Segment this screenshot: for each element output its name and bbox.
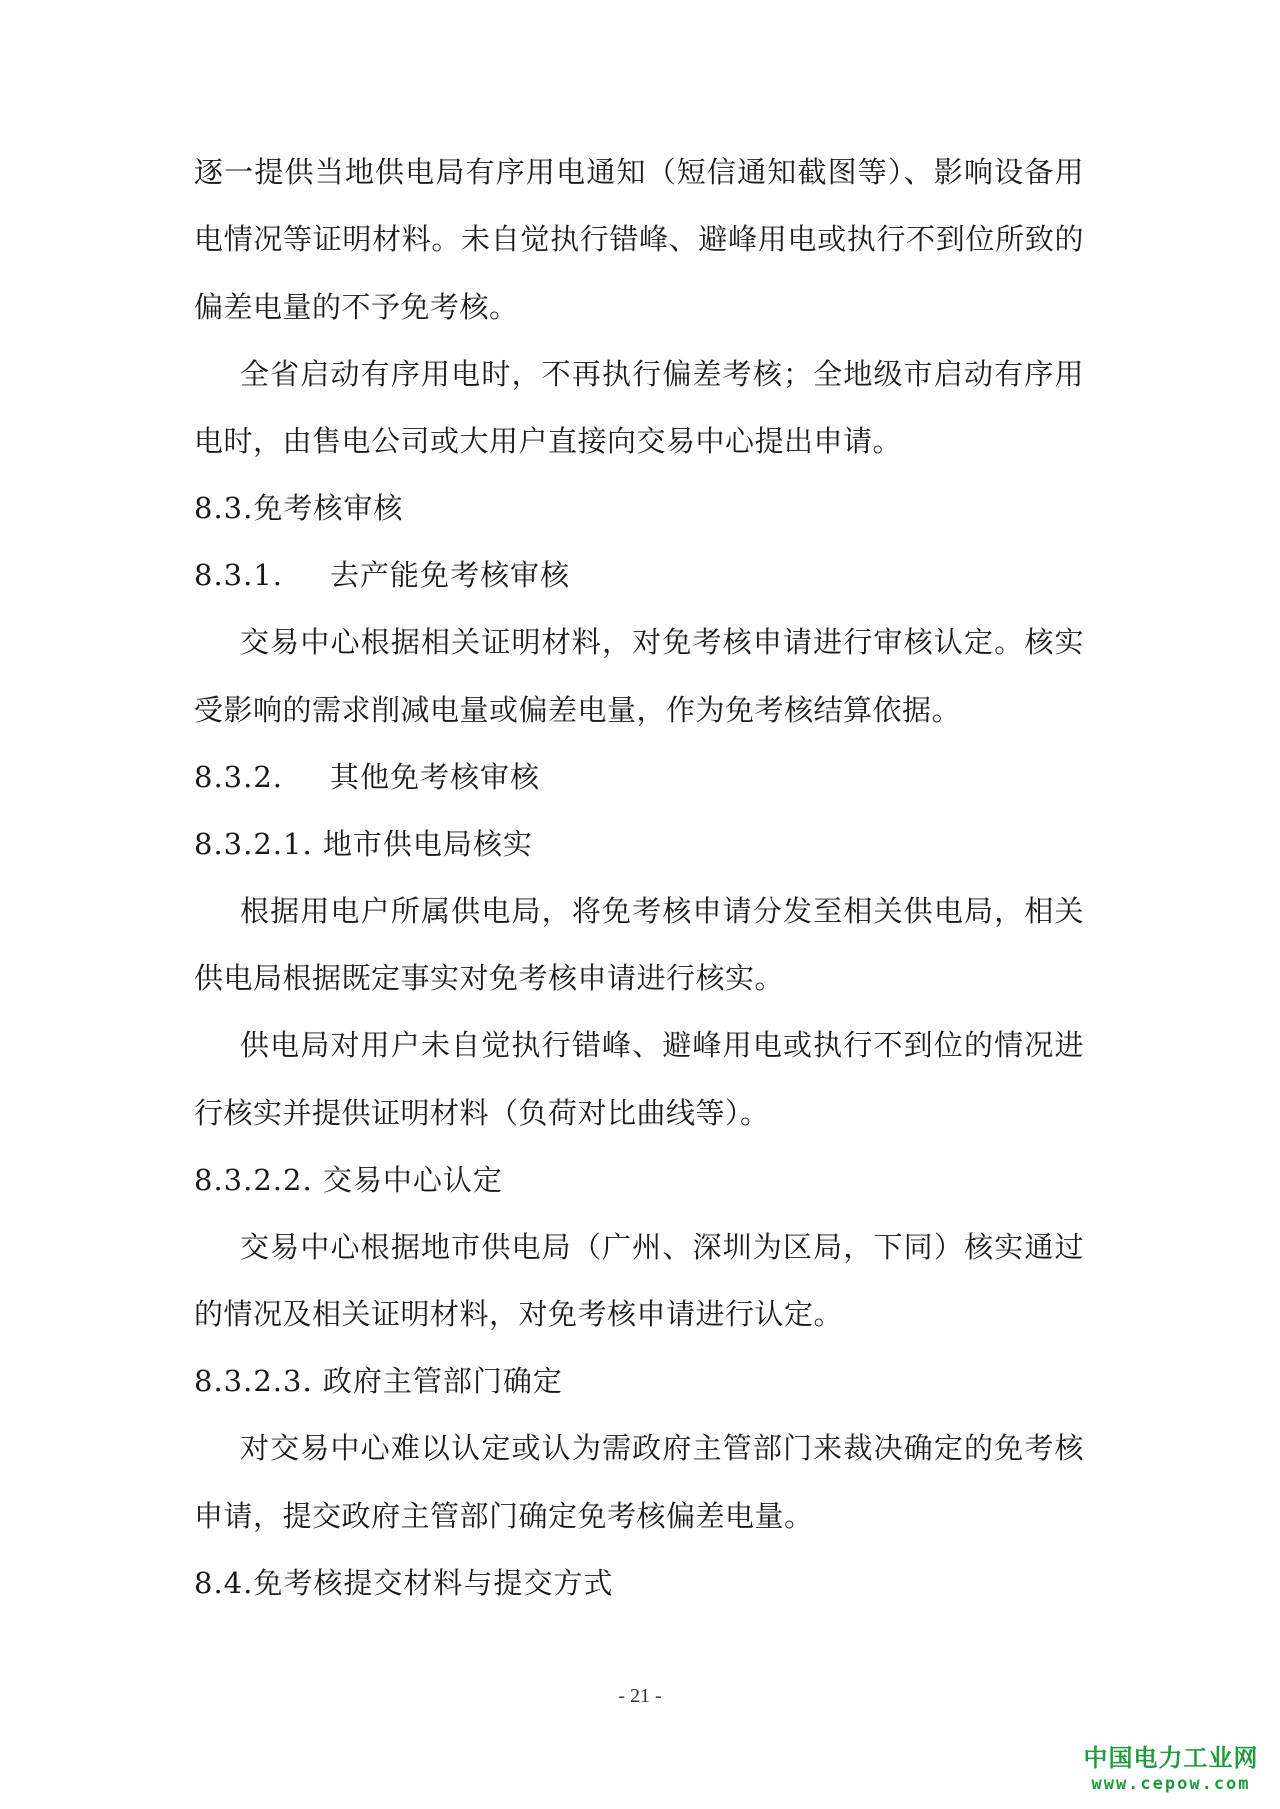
- paragraph-line: 全省启动有序用电时，不再执行偏差考核；全地级市启动有序用: [240, 357, 1084, 391]
- paragraph-line: 交易中心根据地市供电局（广州、深圳为区局，下同）核实通过: [240, 1230, 1084, 1264]
- subsection-heading: [194, 757, 540, 797]
- page-number: - 21 -: [618, 1685, 662, 1707]
- paragraph-line: 电时，由售电公司或大用户直接向交易中心提出申请。: [194, 424, 903, 458]
- paragraph-line: 供电局根据既定事实对免考核申请进行核实。: [194, 961, 785, 995]
- section-heading: 8.4.免考核提交材料与提交方式: [194, 1566, 614, 1600]
- heading-number: 8.3.1.: [194, 558, 284, 592]
- heading-title: 去产能免考核审核: [330, 558, 571, 592]
- subsubsection-heading: 8.3.2.3. 政府主管部门确定: [194, 1364, 563, 1398]
- site-watermark: [1076, 1743, 1266, 1795]
- paragraph-line: 对交易中心难以认定或认为需政府主管部门来裁决确定的免考核: [240, 1431, 1084, 1465]
- paragraph-line: 申请，提交政府主管部门确定免考核偏差电量。: [194, 1499, 814, 1533]
- paragraph-line: 电情况等证明材料。未自觉执行错峰、避峰用电或执行不到位所致的: [194, 222, 1084, 256]
- paragraph-line: 逐一提供当地供电局有序用电通知（短信通知截图等）、影响设备用: [194, 155, 1084, 189]
- subsubsection-heading: 8.3.2.2. 交易中心认定: [194, 1163, 503, 1197]
- heading-number: 8.3.2.: [194, 760, 284, 794]
- subsubsection-heading: 8.3.2.1. 地市供电局核实: [194, 827, 533, 861]
- section-heading: 8.3.免考核审核: [194, 491, 404, 525]
- paragraph-line: 交易中心根据相关证明材料，对免考核申请进行审核认定。核实: [240, 625, 1084, 659]
- subsection-heading: [194, 555, 570, 595]
- heading-title: 其他免考核审核: [330, 760, 541, 794]
- paragraph-line: 的情况及相关证明材料，对免考核申请进行认定。: [194, 1297, 844, 1331]
- paragraph-line: 偏差电量的不予免考核。: [194, 290, 519, 324]
- watermark-title: 中国电力工业网: [1083, 1744, 1259, 1772]
- watermark-url: www.cepow.com: [1091, 1774, 1251, 1794]
- paragraph-line: 受影响的需求削减电量或偏差电量，作为免考核结算依据。: [194, 693, 962, 727]
- paragraph-line: 根据用电户所属供电局，将免考核申请分发至相关供电局，相关: [240, 894, 1084, 928]
- paragraph-line: 供电局对用户未自觉执行错峰、避峰用电或执行不到位的情况进: [240, 1028, 1084, 1062]
- paragraph-line: 行核实并提供证明材料（负荷对比曲线等）。: [194, 1096, 770, 1130]
